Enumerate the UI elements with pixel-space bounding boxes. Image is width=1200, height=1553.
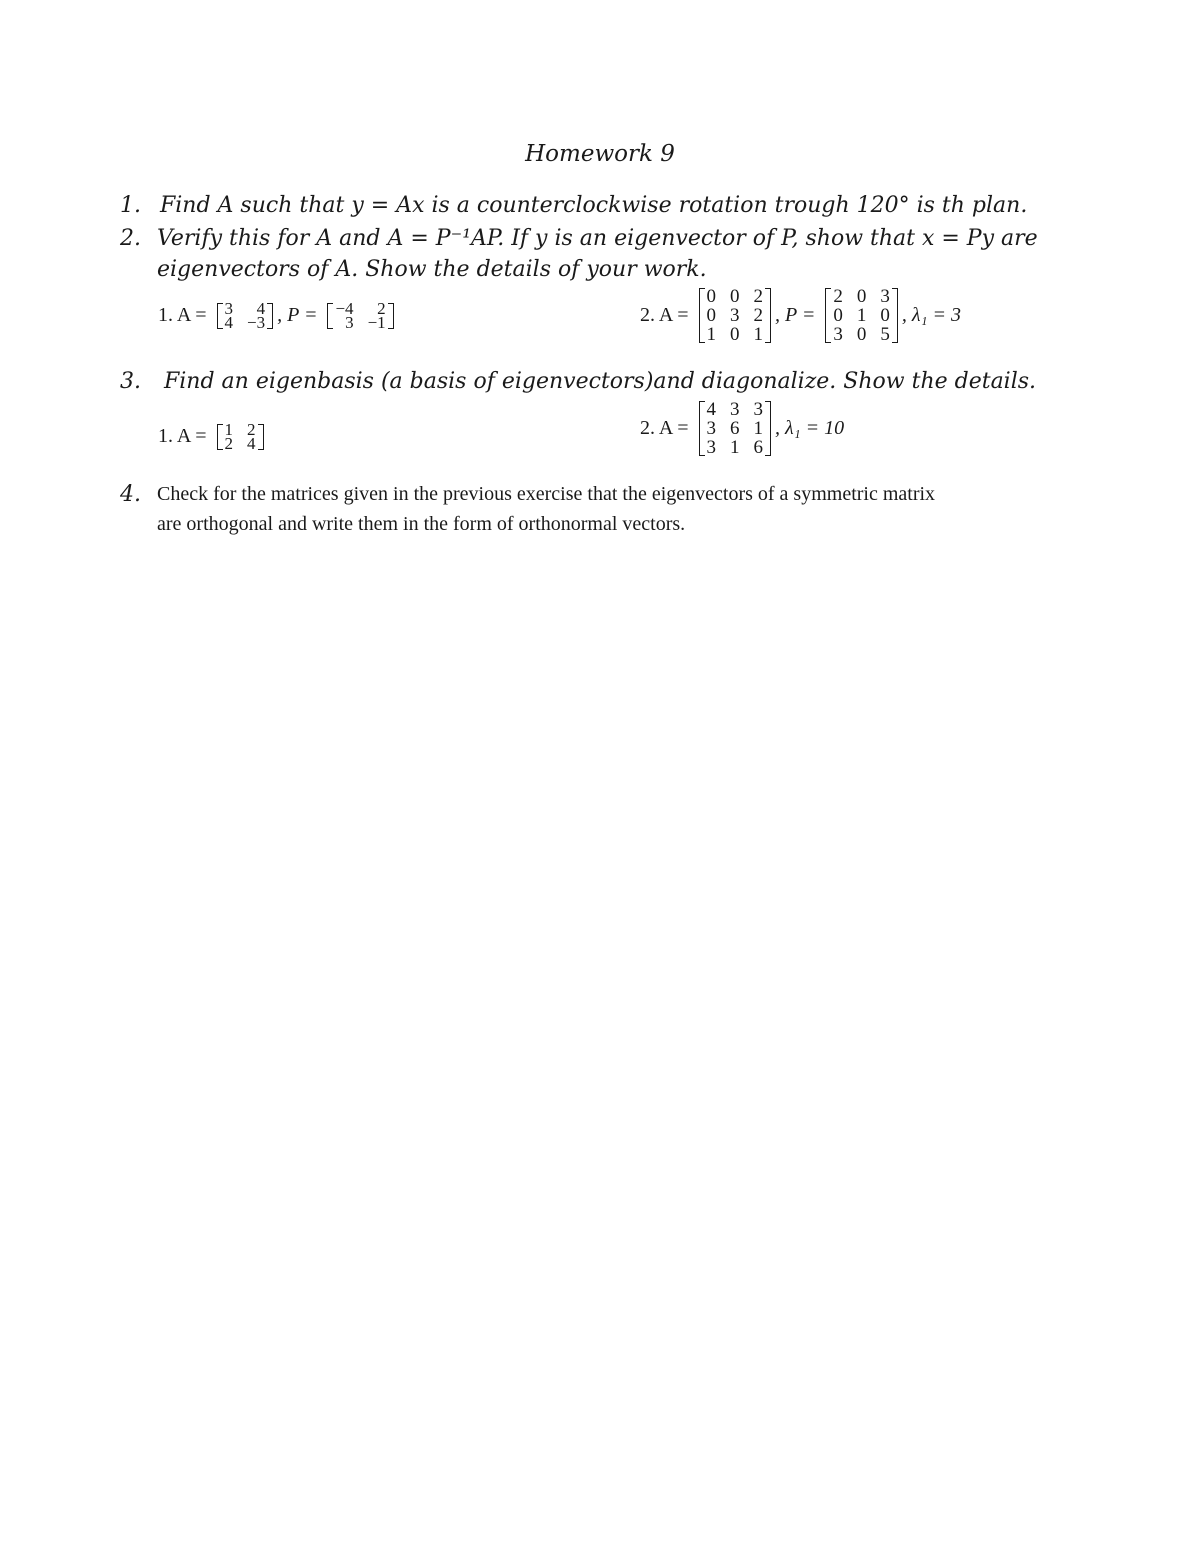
problem-2-part-2-matrix-a-cell-1-1: 3 <box>730 305 740 326</box>
problem-3-part-2-matrix-a-cell-1-2: 1 <box>753 418 764 439</box>
problem-2-part-2 <box>640 287 961 344</box>
problem-3-part-1 <box>158 420 268 453</box>
problem-2-part-2-eigenvalue: , λ₁ = 3 <box>901 304 961 326</box>
problem-2-part-1-p-label: , P = <box>277 304 318 327</box>
problem-2-part-1 <box>158 299 398 332</box>
problem-3-part-1-matrix-a-cell-0-1: 2 <box>247 420 256 439</box>
problem-4-number: 4. <box>120 482 141 507</box>
problem-3-part-2-matrix-a <box>699 400 772 457</box>
problem-3-part-2-eigenvalue: , λ₁ = 10 <box>775 417 845 439</box>
problem-2-part-2-matrix-a-cell-0-1: 0 <box>730 286 740 307</box>
problem-2-part-2-matrix-a-cell-2-2: 1 <box>753 324 764 345</box>
problem-2-part-2-label: 2. A = <box>640 304 689 326</box>
problem-3-text: Find an eigenbasis (a basis of eigenvectors)and diagonalize. Show the details. <box>164 369 1037 394</box>
problem-3-part-2-matrix-a-cell-0-2: 3 <box>753 399 764 420</box>
problem-2-text-line-2: eigenvectors of A. Show the details of your work. <box>157 257 707 282</box>
problem-2-part-2-matrix-a <box>699 287 772 344</box>
problem-2-part-2-matrix-a-cell-2-0: 1 <box>706 324 717 345</box>
problem-3-part-1-matrix-a-cell-1-0: 2 <box>224 433 234 453</box>
problem-2-part-1-matrix-p-cell-0-0: −4 <box>335 299 354 318</box>
problem-3-part-2-matrix-a-cell-1-1: 6 <box>730 418 740 439</box>
problem-2-part-2-matrix-p-cell-0-2: 3 <box>880 286 890 307</box>
problem-2-text-line-1: Verify this for A and A = P⁻¹AP. If y is an eigenvector of P, show that x = Py are <box>157 226 1038 251</box>
problem-1-number: 1. <box>120 193 141 218</box>
problem-2-part-2-matrix-p-cell-0-1: 0 <box>856 286 867 307</box>
problem-3-part-2-matrix-a-cell-0-1: 3 <box>730 399 740 420</box>
problem-3-part-2-matrix-a-cell-0-0: 4 <box>706 399 717 420</box>
problem-2-part-2-matrix-a-cell-0-2: 2 <box>753 286 764 307</box>
problem-2-part-2-matrix-a-cell-2-1: 0 <box>730 324 740 345</box>
problem-3-part-1-matrix-a-cell-1-1: 4 <box>247 433 256 453</box>
problem-3-part-2-matrix-a-cell-2-1: 1 <box>730 437 740 458</box>
problem-2-part-2-matrix-p-cell-2-1: 0 <box>856 324 867 345</box>
problem-2-part-2-matrix-p-cell-2-2: 5 <box>880 324 890 345</box>
problem-2-part-2-matrix-p-cell-1-1: 1 <box>856 305 867 326</box>
problem-2-part-1-matrix-a-cell-1-1: −3 <box>247 312 266 332</box>
page-title: Homework 9 <box>525 141 675 167</box>
problem-2-part-1-matrix-a-cell-0-1: 4 <box>256 299 266 318</box>
problem-2-part-2-matrix-p-cell-2-0: 3 <box>833 324 843 345</box>
problem-2-part-1-label: 1. A = <box>158 304 207 327</box>
problem-3-part-1-matrix-a <box>217 420 264 453</box>
problem-2-part-2-matrix-a-cell-0-0: 0 <box>706 286 717 307</box>
problem-4-text-line-2: are orthogonal and write them in the form of orthonormal vectors. <box>157 513 686 535</box>
problem-4-text-line-1: Check for the matrices given in the previous exercise that the eigenvectors of a symmetric matrix <box>157 483 936 505</box>
problem-2-part-1-matrix-a-cell-1-0: 4 <box>224 312 234 332</box>
problem-2-part-2-matrix-p-cell-1-0: 0 <box>833 305 843 326</box>
problem-2-part-1-matrix-p-cell-1-0: 3 <box>345 312 354 332</box>
problem-2-part-1-matrix-a-cell-0-0: 3 <box>224 299 234 318</box>
problem-2-part-2-matrix-p-cell-1-2: 0 <box>880 305 890 326</box>
problem-3-part-1-matrix-a-cell-0-0: 1 <box>224 420 234 439</box>
problem-3-number: 3. <box>120 369 141 394</box>
problem-2-number: 2. <box>120 226 141 251</box>
problem-2-part-2-p-label: , P = <box>775 304 816 326</box>
problem-2-part-1-matrix-p-cell-0-1: 2 <box>377 299 386 318</box>
problem-3-part-2-matrix-a-cell-2-2: 6 <box>753 437 764 458</box>
problem-2-part-1-matrix-p <box>327 299 393 332</box>
problem-3-part-2 <box>640 400 844 457</box>
problem-1-text: Find A such that y = Ax is a counterclockwise rotation trough 120° is th plan. <box>160 193 1028 218</box>
problem-3-part-2-matrix-a-cell-2-0: 3 <box>706 437 717 458</box>
problem-2-part-1-matrix-p-cell-1-1: −1 <box>367 312 386 332</box>
problem-3-part-1-label: 1. A = <box>158 425 207 448</box>
problem-2-part-1-matrix-a <box>217 299 274 332</box>
problem-2-part-2-matrix-a-cell-1-0: 0 <box>706 305 717 326</box>
problem-3-part-2-matrix-a-cell-1-0: 3 <box>706 418 717 439</box>
problem-2-part-2-matrix-a-cell-1-2: 2 <box>753 305 764 326</box>
problem-2-part-2-matrix-p-cell-0-0: 2 <box>833 286 843 307</box>
problem-2-part-2-matrix-p <box>825 287 898 344</box>
problem-3-part-2-label: 2. A = <box>640 417 689 439</box>
